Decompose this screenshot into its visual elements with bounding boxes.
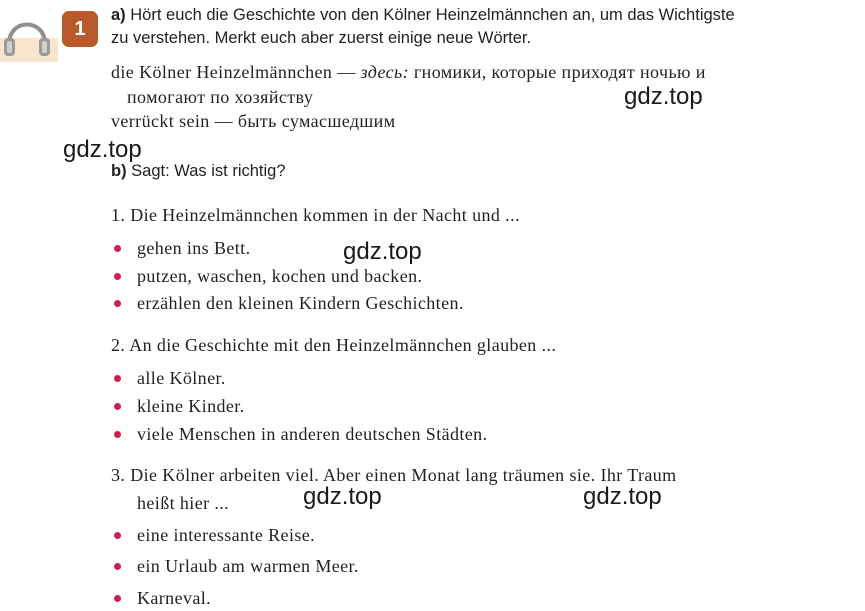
exercise-number-badge: 1 xyxy=(62,11,98,47)
question-2-option-2: kleine Kinder. xyxy=(137,396,245,416)
question-2-option-3: viele Menschen in anderen deutschen Städten. xyxy=(137,424,488,444)
bullet-icon xyxy=(114,300,121,307)
vocab-term1: die Kölner Heinzelmännchen — xyxy=(111,62,356,82)
bullet-icon xyxy=(114,403,121,410)
question-1-option-3: erzählen den kleinen Kindern Geschichten. xyxy=(137,293,464,313)
bullet-icon xyxy=(114,563,121,570)
watermark: gdz.top xyxy=(343,238,422,265)
vocab-term2: verrückt sein — быть сумасшедшим xyxy=(111,111,396,131)
watermark: gdz.top xyxy=(624,83,703,110)
watermark: gdz.top xyxy=(583,483,662,510)
question-2-option-1: alle Kölner. xyxy=(137,368,226,388)
watermark: gdz.top xyxy=(303,483,382,510)
question-1: 1. Die Heinzelmännchen kommen in der Nacht und ... xyxy=(111,205,520,225)
part-b-label: b) xyxy=(111,162,127,180)
part-a-label: a) xyxy=(111,6,126,24)
bullet-icon xyxy=(114,375,121,382)
vocab-term1-note: здесь: xyxy=(360,62,409,82)
question-3-option-3: Karneval. xyxy=(137,588,212,608)
question-3-option-1: eine interessante Reise. xyxy=(137,525,316,545)
bullet-icon xyxy=(114,532,121,539)
part-b-heading xyxy=(111,162,286,181)
question-2: 2. An die Geschichte mit den Heinzelmännchen glauben ... xyxy=(111,335,557,355)
part-a-line1 xyxy=(111,6,735,25)
headphones-icon xyxy=(0,4,58,62)
bullet-icon xyxy=(114,245,121,252)
part-a-line2: zu verstehen. Merkt euch aber zuerst einige neue Wörter. xyxy=(111,29,532,47)
watermark: gdz.top xyxy=(63,136,142,163)
vocab-line1 xyxy=(111,62,706,83)
question-3-line1: 3. Die Kölner arbeiten viel. Aber einen Monat lang träumen sie. Ihr Traum xyxy=(111,465,677,485)
bullet-icon xyxy=(114,595,121,602)
vocab-term1-definition: гномики, которые приходят ночью и xyxy=(413,62,706,82)
vocab-line2: помогают по хозяйству xyxy=(127,87,314,107)
question-1-option-1: gehen ins Bett. xyxy=(137,238,251,258)
question-3-line2: heißt hier ... xyxy=(137,493,230,513)
question-3-option-2: ein Urlaub am warmen Meer. xyxy=(137,556,359,576)
bullet-icon xyxy=(114,273,121,280)
part-b-text: Sagt: Was ist richtig? xyxy=(131,162,286,180)
part-a-text1: Hört euch die Geschichte von den Kölner Heinzelmännchen an, um das Wichtigste xyxy=(130,6,735,24)
question-1-option-2: putzen, waschen, kochen und backen. xyxy=(137,266,423,286)
bullet-icon xyxy=(114,431,121,438)
